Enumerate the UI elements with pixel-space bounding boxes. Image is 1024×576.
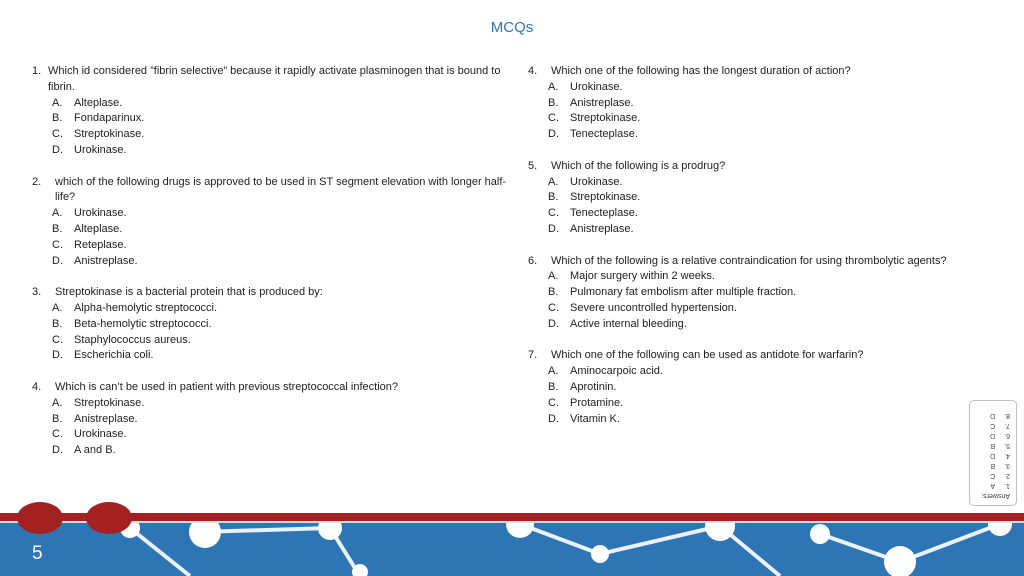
answer-key-row	[972, 450, 1012, 460]
answer-option	[528, 111, 998, 127]
option-text: Tenecteplase.	[570, 207, 638, 220]
option-letter: B.	[548, 96, 559, 109]
option-letter: B.	[548, 380, 559, 393]
question-text: Which of the following is a prodrug?	[551, 159, 726, 172]
option-text: Severe uncontrolled hypertension.	[570, 301, 737, 314]
answer-option	[32, 427, 512, 443]
answer-number: 6.	[1004, 432, 1010, 439]
footer-red-line	[0, 513, 1024, 521]
option-text: Anistreplase.	[74, 412, 138, 425]
answer-key-row	[972, 440, 1012, 450]
answer-value: D	[990, 432, 996, 439]
answer-option	[32, 143, 512, 159]
option-letter: C.	[52, 428, 63, 441]
answer-option	[528, 206, 998, 222]
option-text: Anistreplase.	[74, 254, 138, 267]
option-letter: C.	[52, 238, 63, 251]
option-letter: C.	[548, 207, 559, 220]
option-text: Major surgery within 2 weeks.	[570, 270, 715, 283]
question-number: 6.	[528, 254, 538, 267]
answers-box	[969, 400, 1017, 506]
answer-option	[528, 285, 998, 301]
answer-key-row	[972, 410, 1012, 420]
answer-option	[528, 175, 998, 191]
answers-label: Answers:	[981, 492, 1010, 499]
answer-option	[528, 412, 998, 428]
option-text: Escherichia coli.	[74, 349, 154, 362]
question-number: 1.	[32, 65, 42, 77]
answer-option	[32, 254, 512, 270]
question-stem	[32, 285, 512, 301]
question-text: Which of the following is a relative contraindication for using thrombolytic agents?	[551, 254, 947, 267]
answer-option	[32, 348, 512, 364]
option-letter: C.	[52, 128, 63, 141]
answer-option	[528, 190, 998, 206]
option-letter: B.	[52, 412, 63, 425]
answer-option	[528, 364, 998, 380]
answer-option	[528, 269, 998, 285]
question-number: 3.	[32, 286, 42, 299]
footer-divider	[0, 521, 1024, 523]
option-text: Anistreplase.	[570, 222, 634, 235]
question-number: 5.	[528, 159, 538, 172]
answer-option	[32, 396, 512, 412]
question	[32, 175, 512, 270]
answer-value: C	[990, 472, 996, 479]
decorative-dot	[86, 502, 132, 534]
option-text: Streptokinase.	[74, 128, 145, 141]
answer-key-row	[972, 430, 1012, 440]
question	[528, 254, 998, 333]
option-letter: C.	[548, 396, 559, 409]
option-text: Staphylococcus aureus.	[74, 333, 191, 346]
answer-number: 4.	[1004, 452, 1010, 459]
answer-option	[528, 222, 998, 238]
option-letter: C.	[548, 301, 559, 314]
question-stem	[32, 175, 512, 207]
option-letter: A.	[548, 365, 559, 378]
answer-option	[32, 412, 512, 428]
option-text: Streptokinase.	[570, 191, 641, 204]
answer-option	[528, 380, 998, 396]
answer-option	[32, 443, 512, 459]
answer-key-row	[972, 480, 1012, 490]
page-number: 5	[32, 543, 43, 564]
option-text: Urokinase.	[74, 428, 127, 441]
option-text: Urokinase.	[74, 143, 127, 156]
option-text: Urokinase.	[570, 80, 623, 93]
question	[32, 380, 512, 459]
answer-number: 7.	[1004, 422, 1010, 429]
question	[32, 64, 512, 159]
decorative-dot	[17, 502, 63, 534]
question-text: Which one of the following has the longest duration of action?	[551, 65, 851, 77]
answer-option	[32, 96, 512, 112]
answer-option	[528, 80, 998, 96]
option-letter: D.	[548, 128, 559, 141]
option-text: Vitamin K.	[570, 412, 620, 425]
answer-value: A	[990, 482, 996, 489]
option-text: A and B.	[74, 444, 116, 457]
option-text: Beta-hemolytic streptococci.	[74, 317, 212, 330]
option-letter: D.	[548, 317, 559, 330]
answer-option	[528, 396, 998, 412]
option-text: Alteplase.	[74, 96, 123, 109]
answer-number: 5.	[1004, 442, 1010, 449]
answer-value: D	[990, 412, 996, 419]
option-letter: A.	[52, 207, 63, 220]
question-number: 4.	[32, 380, 42, 393]
option-letter: C.	[52, 333, 63, 346]
option-letter: A.	[52, 96, 63, 109]
option-letter: A.	[52, 301, 63, 314]
right-question-column	[528, 64, 998, 443]
question-number: 2.	[32, 175, 42, 188]
option-letter: D.	[52, 143, 63, 156]
option-letter: B.	[52, 112, 63, 125]
question-text: Which is can’t be used in patient with previous streptococcal infection?	[55, 380, 399, 393]
option-letter: D.	[548, 222, 559, 235]
option-text: Urokinase.	[74, 207, 127, 220]
option-text: Anistreplase.	[570, 96, 634, 109]
answer-value: D	[990, 452, 996, 459]
question	[528, 159, 998, 238]
question	[32, 285, 512, 364]
question-text: which of the following drugs is approved to be used in ST segment elevation with longer half-life?	[55, 175, 507, 204]
answer-option	[528, 96, 998, 112]
footer-band	[0, 514, 1024, 576]
answers-list	[972, 404, 1012, 500]
option-letter: B.	[548, 286, 559, 299]
answer-option	[32, 238, 512, 254]
answer-option	[32, 206, 512, 222]
answer-number: 3.	[1004, 462, 1010, 469]
option-letter: B.	[52, 317, 63, 330]
answer-number: 2.	[1004, 472, 1010, 479]
option-text: Reteplase.	[74, 238, 127, 251]
question	[528, 64, 998, 143]
answer-option	[32, 222, 512, 238]
question-stem	[528, 254, 998, 270]
option-letter: A.	[548, 270, 559, 283]
answer-key-row	[972, 470, 1012, 480]
option-letter: A.	[548, 80, 559, 93]
answer-option	[528, 317, 998, 333]
option-text: Alpha-hemolytic streptococci.	[74, 301, 218, 314]
option-text: Protamine.	[570, 396, 624, 409]
option-letter: D.	[52, 254, 63, 267]
question-number: 4.	[528, 65, 538, 77]
answer-number: 8.	[1004, 412, 1010, 419]
answer-value: B	[990, 462, 996, 469]
option-text: Active internal bleeding.	[570, 317, 687, 330]
answer-option	[32, 301, 512, 317]
option-text: Aprotinin.	[570, 380, 617, 393]
question-text: Which one of the following can be used as antidote for warfarin?	[551, 349, 864, 362]
option-text: Pulmonary fat embolism after multiple fraction.	[570, 286, 797, 299]
question-text: Streptokinase is a bacterial protein that is produced by:	[55, 286, 323, 299]
answer-option	[32, 333, 512, 349]
option-text: Alteplase.	[74, 222, 123, 235]
option-letter: A.	[52, 396, 63, 409]
question-stem	[32, 64, 512, 96]
question-stem	[528, 64, 998, 80]
option-letter: C.	[548, 112, 559, 125]
option-letter: A.	[548, 175, 559, 188]
answer-value: C	[990, 422, 996, 429]
option-text: Fondaparinux.	[74, 112, 145, 125]
option-text: Streptokinase.	[74, 396, 145, 409]
option-letter: B.	[548, 191, 559, 204]
answer-option	[32, 111, 512, 127]
question-stem	[528, 159, 998, 175]
option-letter: D.	[52, 444, 63, 457]
answer-key-row	[972, 460, 1012, 470]
option-text: Tenecteplase.	[570, 128, 638, 141]
answer-key-row	[972, 420, 1012, 430]
option-letter: D.	[548, 412, 559, 425]
answer-value: B	[990, 442, 996, 449]
question	[528, 348, 998, 427]
question-text: Which id considered ”fibrin selective” because it rapidly activate plasminogen that is bound to fibrin.	[48, 65, 501, 93]
answer-number: 1.	[1004, 482, 1010, 489]
page-title: MCQs	[490, 19, 534, 36]
answer-option	[32, 127, 512, 143]
left-question-column	[32, 64, 512, 475]
question-stem	[528, 348, 998, 364]
answer-option	[32, 317, 512, 333]
question-stem	[32, 380, 512, 396]
option-letter: D.	[52, 349, 63, 362]
option-text: Aminocarpoic acid.	[570, 365, 663, 378]
option-letter: B.	[52, 222, 63, 235]
option-text: Streptokinase.	[570, 112, 641, 125]
answer-option	[528, 301, 998, 317]
option-text: Urokinase.	[570, 175, 623, 188]
network-decoration	[0, 514, 1024, 576]
question-number: 7.	[528, 349, 538, 362]
answer-option	[528, 127, 998, 143]
